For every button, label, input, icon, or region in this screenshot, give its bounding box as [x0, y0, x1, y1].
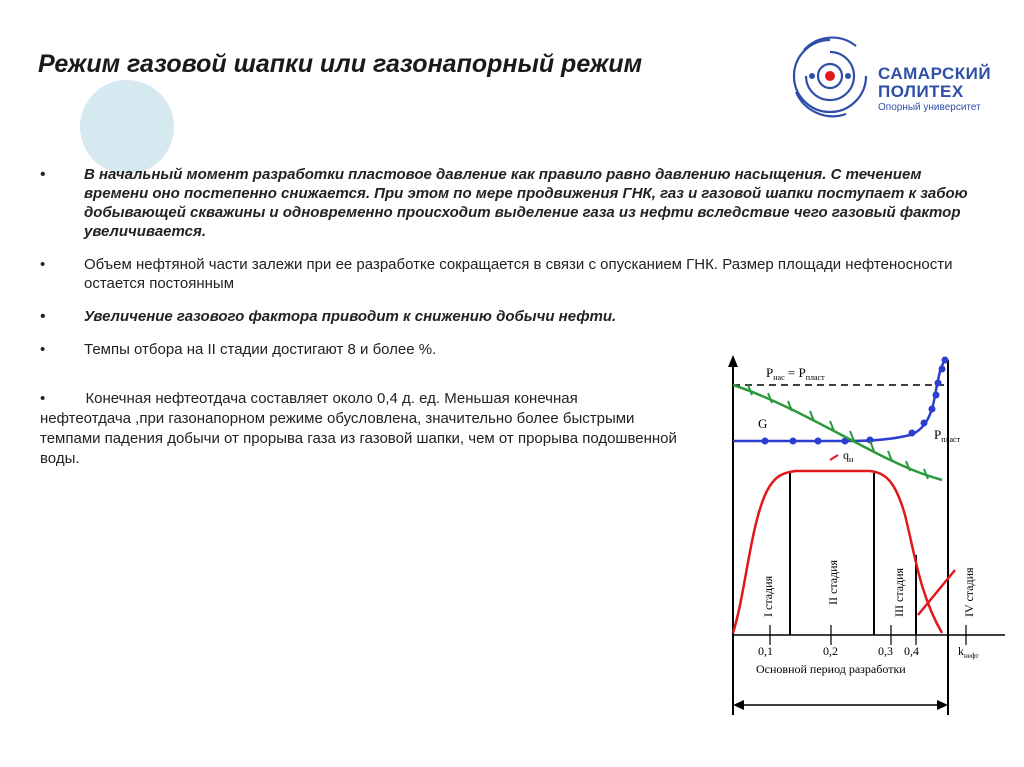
bracket-arrow-left [733, 700, 744, 710]
p-nas-label: $P_{нас} = P_{пласт}$ [766, 365, 825, 382]
main-period-label: Основной период разработки [756, 662, 906, 676]
logo-line2: ПОЛИТЕХ [878, 82, 964, 101]
list-item [40, 255, 980, 293]
x-tick-label: 0,2 [823, 644, 838, 658]
production-chart [720, 355, 1010, 720]
page-title: Режим газовой шапки или газонапорный режим [38, 50, 643, 78]
logo-line3: Опорный университет [878, 102, 981, 113]
x-tick-label: 0,3 [878, 644, 893, 658]
list-item [40, 389, 690, 469]
bullet-text: В начальный момент разработки пластовое давление как правило равно давлению насыщения. С течением времени оно постепенно снижается. При этом по мере продвижения ГНК, газ и газовой шапки поступает к забою добывающей скважины и одновременно происходит выделение газа из нефти вследствие чего газовый фактор увеличивается. [84, 166, 968, 240]
bullet-text: Темпы отбора на II стадии достигают 8 и более %. [84, 341, 437, 358]
p-plast-label: $P_{пласт}$ [934, 427, 961, 444]
y-axis-arrow [728, 355, 738, 367]
bullet-text: Увеличение газового фактора приводит к снижению добычи нефти. [84, 308, 617, 325]
atom-rings-icon [786, 32, 878, 124]
bullet-dot: • [40, 256, 46, 273]
q-label-arrow [830, 455, 838, 460]
list-item [40, 307, 980, 326]
x-tick-label: 0,4 [904, 644, 919, 658]
stage3-label: III стадия [892, 567, 906, 617]
bullet-list [40, 165, 980, 373]
bullet-dot: • [40, 308, 46, 325]
bullet-dot: • [40, 390, 46, 407]
logo-line1: САМАРСКИЙ [878, 64, 992, 83]
stage2-label: II стадия [826, 559, 840, 605]
university-logo [786, 32, 996, 132]
q-label: $q_н$ [843, 448, 854, 464]
bullet-dot: • [40, 341, 46, 358]
g-label: G [758, 416, 768, 431]
bullet-dot: • [40, 166, 46, 183]
bracket-arrow-right [937, 700, 948, 710]
x-axis-label: $k_{нефт}$ [958, 644, 979, 660]
x-tick-label: 0,1 [758, 644, 773, 658]
bullet-text-continued: нефтеотдача ,при газонапорном режиме обусловлена, значительно более быстрыми темпами падения добычи от прорыва газа из газовой шапки, чем от прорыва подошвенной воды. [40, 410, 677, 467]
decorative-circle [80, 80, 174, 174]
stage1-label: I стадия [761, 575, 775, 617]
bullet-text: Объем нефтяной части залежи при ее разработке сокращается в связи с опусканием ГНК. Размер площади нефтеносности остается постоянным [84, 256, 953, 292]
stage4-label: IV стадия [962, 567, 976, 617]
list-item [40, 340, 724, 359]
list-item [40, 165, 980, 241]
bullet-text: Конечная нефтеотдача составляет около 0,4 д. ед. Меньшая конечная [85, 390, 578, 407]
